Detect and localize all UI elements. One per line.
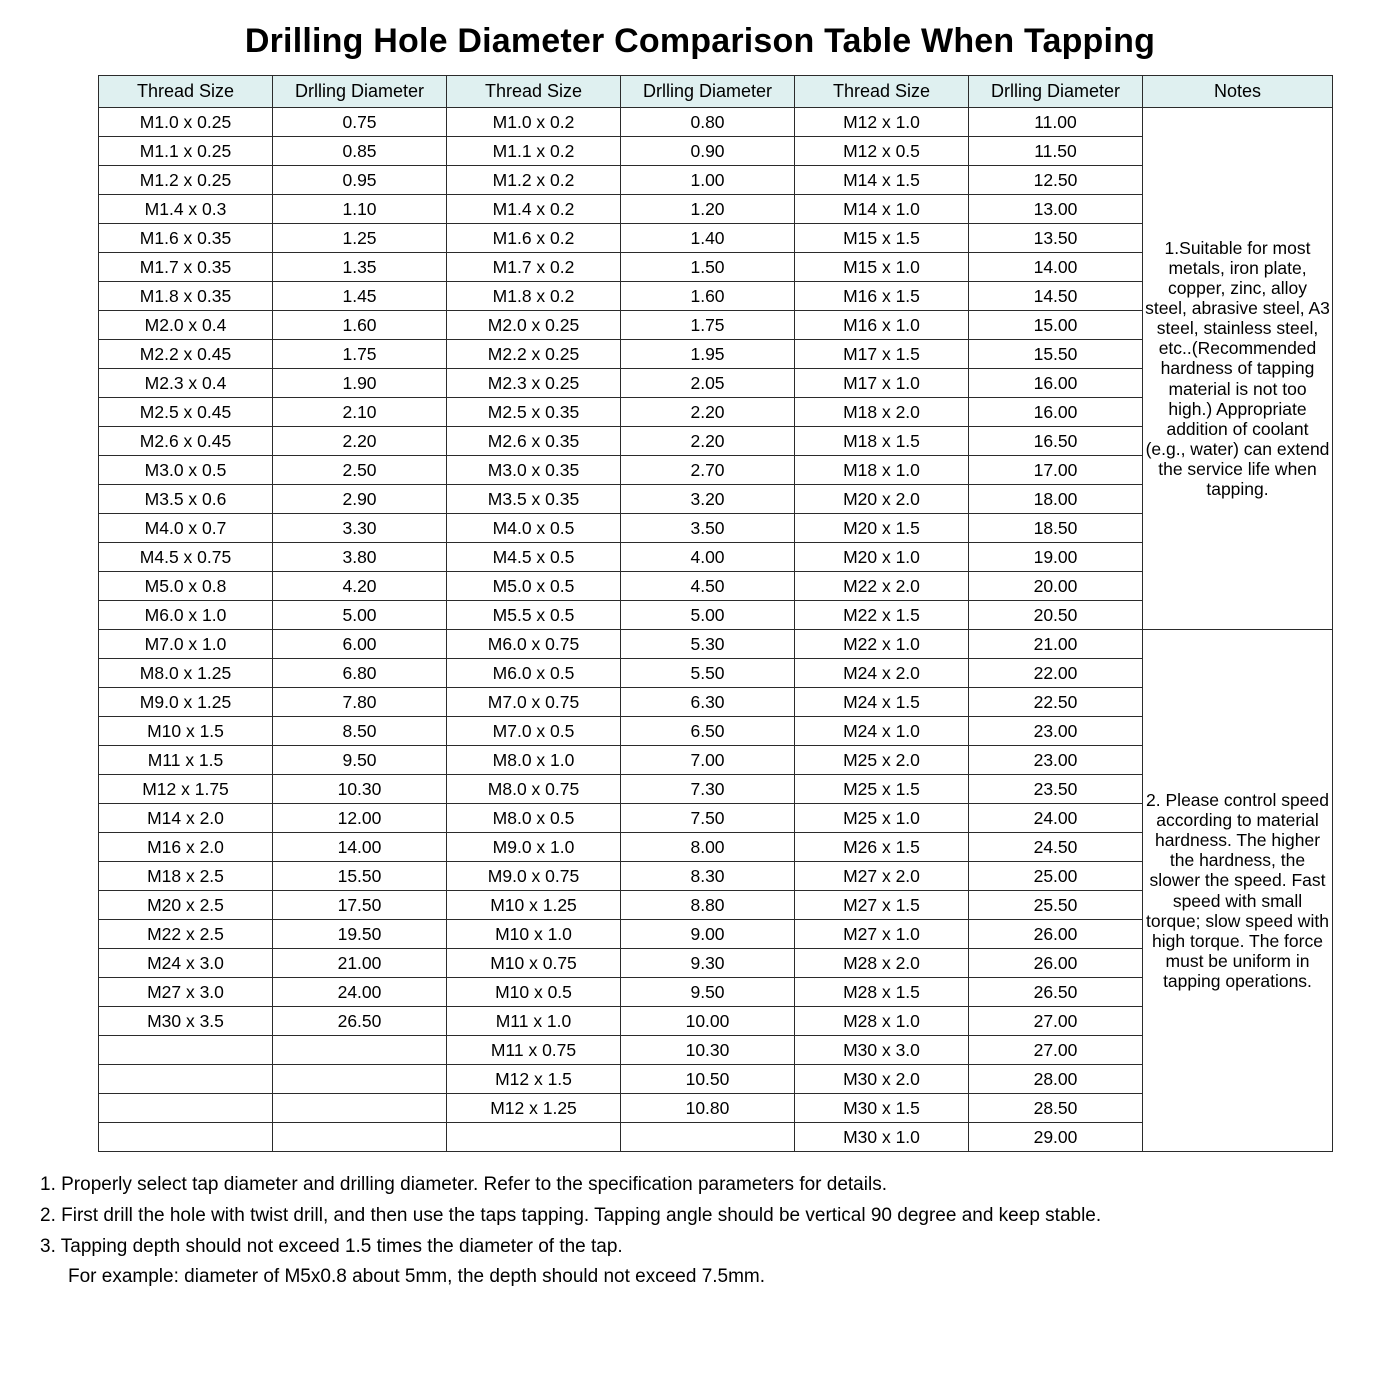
thread-size-cell-3: M26 x 1.5 bbox=[795, 833, 969, 862]
footnote-3: 3. Tapping depth should not exceed 1.5 times the diameter of the tap. bbox=[40, 1235, 623, 1257]
table-container bbox=[0, 75, 1400, 1152]
thread-size-cell-2: M7.0 x 0.75 bbox=[447, 688, 621, 717]
drilling-diameter-cell-2: 2.20 bbox=[621, 398, 795, 427]
table-row bbox=[99, 630, 1333, 659]
empty-cell bbox=[99, 1065, 273, 1094]
drilling-diameter-cell-1: 0.95 bbox=[273, 166, 447, 195]
drilling-diameter-cell-3: 13.00 bbox=[969, 195, 1143, 224]
drilling-diameter-cell-3: 11.00 bbox=[969, 108, 1143, 137]
thread-size-cell-1: M9.0 x 1.25 bbox=[99, 688, 273, 717]
drilling-diameter-cell-3: 14.50 bbox=[969, 282, 1143, 311]
thread-size-cell-1: M10 x 1.5 bbox=[99, 717, 273, 746]
drilling-diameter-cell-1: 15.50 bbox=[273, 862, 447, 891]
thread-size-cell-3: M22 x 1.0 bbox=[795, 630, 969, 659]
drilling-diameter-cell-2: 10.00 bbox=[621, 1007, 795, 1036]
thread-size-cell-2: M12 x 1.5 bbox=[447, 1065, 621, 1094]
thread-size-cell-3: M28 x 2.0 bbox=[795, 949, 969, 978]
drilling-diameter-cell-2: 4.00 bbox=[621, 543, 795, 572]
drilling-diameter-cell-3: 22.00 bbox=[969, 659, 1143, 688]
thread-size-cell-2: M2.3 x 0.25 bbox=[447, 369, 621, 398]
drilling-diameter-cell-1: 1.45 bbox=[273, 282, 447, 311]
thread-size-cell-1: M3.0 x 0.5 bbox=[99, 456, 273, 485]
drilling-diameter-cell-1: 1.60 bbox=[273, 311, 447, 340]
footnote-2: 2. First drill the hole with twist drill, and then use the taps tapping. Tapping angle should be vertical 90 degree and keep stable. bbox=[40, 1204, 1102, 1226]
thread-size-cell-2: M10 x 0.5 bbox=[447, 978, 621, 1007]
drilling-diameter-cell-2: 3.50 bbox=[621, 514, 795, 543]
thread-size-cell-3: M24 x 1.5 bbox=[795, 688, 969, 717]
drilling-diameter-cell-3: 16.50 bbox=[969, 427, 1143, 456]
drilling-diameter-cell-2: 9.00 bbox=[621, 920, 795, 949]
thread-size-cell-1: M3.5 x 0.6 bbox=[99, 485, 273, 514]
thread-size-cell-3: M22 x 2.0 bbox=[795, 572, 969, 601]
drilling-diameter-cell-3: 26.00 bbox=[969, 920, 1143, 949]
drilling-diameter-cell-1: 17.50 bbox=[273, 891, 447, 920]
drilling-diameter-cell-1: 2.20 bbox=[273, 427, 447, 456]
thread-size-cell-2: M11 x 0.75 bbox=[447, 1036, 621, 1065]
footnote-3-example: For example: diameter of M5x0.8 about 5mm, the depth should not exceed 7.5mm. bbox=[68, 1266, 766, 1288]
thread-size-cell-1: M2.6 x 0.45 bbox=[99, 427, 273, 456]
page-title: Drilling Hole Diameter Comparison Table When Tapping bbox=[244, 22, 1156, 60]
thread-size-cell-3: M28 x 1.5 bbox=[795, 978, 969, 1007]
thread-size-cell-3: M16 x 1.5 bbox=[795, 282, 969, 311]
thread-size-cell-1: M16 x 2.0 bbox=[99, 833, 273, 862]
drilling-diameter-cell-3: 27.00 bbox=[969, 1036, 1143, 1065]
thread-size-cell-1: M2.2 x 0.45 bbox=[99, 340, 273, 369]
drilling-diameter-cell-2: 1.00 bbox=[621, 166, 795, 195]
drilling-diameter-cell-1: 1.90 bbox=[273, 369, 447, 398]
thread-size-cell-2: M1.0 x 0.2 bbox=[447, 108, 621, 137]
thread-size-cell-1: M30 x 3.5 bbox=[99, 1007, 273, 1036]
drilling-diameter-cell-3: 18.50 bbox=[969, 514, 1143, 543]
header-drilling-diameter-1: Drlling Diameter bbox=[273, 76, 447, 108]
drilling-diameter-cell-2: 8.80 bbox=[621, 891, 795, 920]
thread-size-cell-2: M1.8 x 0.2 bbox=[447, 282, 621, 311]
thread-size-cell-3: M16 x 1.0 bbox=[795, 311, 969, 340]
thread-size-cell-3: M18 x 1.5 bbox=[795, 427, 969, 456]
drilling-diameter-cell-1: 26.50 bbox=[273, 1007, 447, 1036]
drilling-diameter-cell-2: 2.20 bbox=[621, 427, 795, 456]
drilling-diameter-cell-2: 7.00 bbox=[621, 746, 795, 775]
thread-size-cell-3: M14 x 1.5 bbox=[795, 166, 969, 195]
thread-size-cell-2: M4.0 x 0.5 bbox=[447, 514, 621, 543]
drilling-diameter-cell-1: 2.90 bbox=[273, 485, 447, 514]
drilling-diameter-cell-2: 9.50 bbox=[621, 978, 795, 1007]
thread-size-cell-3: M12 x 0.5 bbox=[795, 137, 969, 166]
thread-size-cell-3: M30 x 2.0 bbox=[795, 1065, 969, 1094]
thread-size-cell-2: M12 x 1.25 bbox=[447, 1094, 621, 1123]
notes-cell-2: 2. Please control speed according to material hardness. The higher the hardness, the slower the speed. Fast speed with small torque; slow speed with high torque. The force must be uniform in tapping operations. bbox=[1143, 630, 1333, 1152]
header-thread-size-2: Thread Size bbox=[447, 76, 621, 108]
thread-size-cell-1: M1.8 x 0.35 bbox=[99, 282, 273, 311]
drilling-diameter-cell-2: 6.30 bbox=[621, 688, 795, 717]
drilling-diameter-cell-1: 2.50 bbox=[273, 456, 447, 485]
thread-size-cell-3: M30 x 1.5 bbox=[795, 1094, 969, 1123]
drilling-diameter-cell-2: 3.20 bbox=[621, 485, 795, 514]
thread-size-cell-1: M6.0 x 1.0 bbox=[99, 601, 273, 630]
thread-size-cell-3: M30 x 1.0 bbox=[795, 1123, 969, 1152]
thread-size-cell-2: M5.0 x 0.5 bbox=[447, 572, 621, 601]
thread-size-cell-1: M14 x 2.0 bbox=[99, 804, 273, 833]
drilling-diameter-cell-2: 10.80 bbox=[621, 1094, 795, 1123]
drilling-diameter-cell-2: 1.60 bbox=[621, 282, 795, 311]
drilling-diameter-cell-3: 28.50 bbox=[969, 1094, 1143, 1123]
thread-size-cell-1: M5.0 x 0.8 bbox=[99, 572, 273, 601]
drilling-diameter-cell-2: 4.50 bbox=[621, 572, 795, 601]
drilling-diameter-cell-1: 6.80 bbox=[273, 659, 447, 688]
drilling-diameter-cell-2: 10.50 bbox=[621, 1065, 795, 1094]
thread-size-cell-2: M5.5 x 0.5 bbox=[447, 601, 621, 630]
thread-size-cell-2: M10 x 0.75 bbox=[447, 949, 621, 978]
thread-size-cell-1: M12 x 1.75 bbox=[99, 775, 273, 804]
thread-size-cell-1: M1.1 x 0.25 bbox=[99, 137, 273, 166]
drilling-diameter-cell-1: 2.10 bbox=[273, 398, 447, 427]
thread-size-cell-3: M20 x 1.5 bbox=[795, 514, 969, 543]
thread-size-cell-2: M1.2 x 0.2 bbox=[447, 166, 621, 195]
thread-size-cell-1: M8.0 x 1.25 bbox=[99, 659, 273, 688]
drilling-diameter-cell-3: 20.50 bbox=[969, 601, 1143, 630]
thread-size-cell-2: M10 x 1.25 bbox=[447, 891, 621, 920]
thread-size-cell-1: M1.7 x 0.35 bbox=[99, 253, 273, 282]
thread-size-cell-2: M10 x 1.0 bbox=[447, 920, 621, 949]
thread-size-cell-1: M24 x 3.0 bbox=[99, 949, 273, 978]
thread-size-cell-1: M1.6 x 0.35 bbox=[99, 224, 273, 253]
drilling-diameter-cell-2: 1.40 bbox=[621, 224, 795, 253]
drilling-diameter-cell-3: 12.50 bbox=[969, 166, 1143, 195]
drilling-diameter-cell-2: 8.30 bbox=[621, 862, 795, 891]
thread-size-cell-3: M24 x 1.0 bbox=[795, 717, 969, 746]
thread-size-cell-2: M7.0 x 0.5 bbox=[447, 717, 621, 746]
table-body bbox=[99, 108, 1333, 1152]
empty-cell bbox=[273, 1094, 447, 1123]
drilling-diameter-cell-2: 7.50 bbox=[621, 804, 795, 833]
drilling-diameter-cell-2: 10.30 bbox=[621, 1036, 795, 1065]
drilling-diameter-cell-2: 7.30 bbox=[621, 775, 795, 804]
drilling-diameter-cell-1: 0.75 bbox=[273, 108, 447, 137]
drilling-diameter-cell-1: 3.30 bbox=[273, 514, 447, 543]
drilling-diameter-cell-2: 0.90 bbox=[621, 137, 795, 166]
thread-size-cell-1: M22 x 2.5 bbox=[99, 920, 273, 949]
thread-size-cell-2: M1.7 x 0.2 bbox=[447, 253, 621, 282]
drilling-diameter-cell-3: 20.00 bbox=[969, 572, 1143, 601]
thread-size-cell-2: M11 x 1.0 bbox=[447, 1007, 621, 1036]
notes-cell-1: 1.Suitable for most metals, iron plate, copper, zinc, alloy steel, abrasive steel, A3 steel, stainless steel, etc..(Recommended hardness of tapping material is not too high.) Appropriate addition of coolant (e.g., water) can extend the service life when tapping. bbox=[1143, 108, 1333, 630]
table-header-row bbox=[99, 76, 1333, 108]
drilling-diameter-cell-2: 0.80 bbox=[621, 108, 795, 137]
drilling-diameter-cell-2: 1.75 bbox=[621, 311, 795, 340]
drilling-diameter-cell-3: 15.50 bbox=[969, 340, 1143, 369]
thread-size-cell-3: M17 x 1.5 bbox=[795, 340, 969, 369]
thread-size-cell-3: M22 x 1.5 bbox=[795, 601, 969, 630]
drilling-diameter-cell-3: 23.00 bbox=[969, 717, 1143, 746]
drilling-diameter-cell-2: 5.00 bbox=[621, 601, 795, 630]
thread-size-cell-3: M20 x 2.0 bbox=[795, 485, 969, 514]
drilling-diameter-cell-1: 1.35 bbox=[273, 253, 447, 282]
thread-size-cell-1: M4.0 x 0.7 bbox=[99, 514, 273, 543]
thread-size-cell-3: M15 x 1.0 bbox=[795, 253, 969, 282]
drilling-diameter-cell-3: 23.00 bbox=[969, 746, 1143, 775]
empty-cell bbox=[99, 1036, 273, 1065]
empty-cell bbox=[99, 1094, 273, 1123]
thread-size-cell-1: M11 x 1.5 bbox=[99, 746, 273, 775]
empty-cell bbox=[273, 1123, 447, 1152]
thread-size-cell-1: M2.5 x 0.45 bbox=[99, 398, 273, 427]
drilling-diameter-cell-2: 1.95 bbox=[621, 340, 795, 369]
drilling-diameter-cell-1: 9.50 bbox=[273, 746, 447, 775]
header-drilling-diameter-2: Drlling Diameter bbox=[621, 76, 795, 108]
drilling-diameter-cell-2: 1.50 bbox=[621, 253, 795, 282]
drilling-diameter-cell-3: 26.50 bbox=[969, 978, 1143, 1007]
drilling-diameter-cell-3: 24.50 bbox=[969, 833, 1143, 862]
drilling-diameter-cell-2: 8.00 bbox=[621, 833, 795, 862]
thread-size-cell-2: M3.0 x 0.35 bbox=[447, 456, 621, 485]
drilling-diameter-cell-3: 16.00 bbox=[969, 398, 1143, 427]
drilling-diameter-cell-3: 24.00 bbox=[969, 804, 1143, 833]
thread-size-cell-3: M30 x 3.0 bbox=[795, 1036, 969, 1065]
drilling-diameter-cell-1: 3.80 bbox=[273, 543, 447, 572]
drilling-diameter-cell-3: 19.00 bbox=[969, 543, 1143, 572]
thread-size-cell-3: M15 x 1.5 bbox=[795, 224, 969, 253]
drilling-diameter-cell-1: 14.00 bbox=[273, 833, 447, 862]
footnote-1: 1. Properly select tap diameter and drilling diameter. Refer to the specification parameters for details. bbox=[40, 1174, 887, 1195]
thread-size-cell-3: M25 x 1.5 bbox=[795, 775, 969, 804]
drilling-diameter-cell-1: 0.85 bbox=[273, 137, 447, 166]
drilling-diameter-cell-1: 1.25 bbox=[273, 224, 447, 253]
drilling-diameter-cell-3: 15.00 bbox=[969, 311, 1143, 340]
thread-size-cell-3: M25 x 2.0 bbox=[795, 746, 969, 775]
header-drilling-diameter-3: Drlling Diameter bbox=[969, 76, 1143, 108]
drilling-diameter-cell-1: 24.00 bbox=[273, 978, 447, 1007]
drilling-diameter-cell-3: 16.00 bbox=[969, 369, 1143, 398]
drilling-diameter-cell-2: 2.70 bbox=[621, 456, 795, 485]
empty-cell bbox=[273, 1065, 447, 1094]
drilling-diameter-cell-3: 17.00 bbox=[969, 456, 1143, 485]
drilling-diameter-cell-3: 13.50 bbox=[969, 224, 1143, 253]
drilling-diameter-cell-3: 11.50 bbox=[969, 137, 1143, 166]
thread-size-cell-2: M8.0 x 0.5 bbox=[447, 804, 621, 833]
thread-size-cell-3: M18 x 1.0 bbox=[795, 456, 969, 485]
empty-cell bbox=[447, 1123, 621, 1152]
thread-size-cell-1: M1.2 x 0.25 bbox=[99, 166, 273, 195]
thread-size-cell-1: M1.4 x 0.3 bbox=[99, 195, 273, 224]
drilling-diameter-cell-3: 29.00 bbox=[969, 1123, 1143, 1152]
drilling-diameter-cell-3: 27.00 bbox=[969, 1007, 1143, 1036]
thread-size-cell-2: M1.4 x 0.2 bbox=[447, 195, 621, 224]
table-row bbox=[99, 108, 1333, 137]
thread-size-cell-3: M27 x 2.0 bbox=[795, 862, 969, 891]
drilling-diameter-cell-1: 12.00 bbox=[273, 804, 447, 833]
thread-size-cell-3: M25 x 1.0 bbox=[795, 804, 969, 833]
thread-size-cell-3: M17 x 1.0 bbox=[795, 369, 969, 398]
drilling-diameter-cell-2: 1.20 bbox=[621, 195, 795, 224]
empty-cell bbox=[621, 1123, 795, 1152]
drilling-diameter-cell-3: 25.00 bbox=[969, 862, 1143, 891]
drilling-diameter-cell-3: 28.00 bbox=[969, 1065, 1143, 1094]
drilling-diameter-cell-3: 23.50 bbox=[969, 775, 1143, 804]
drilling-diameter-cell-3: 14.00 bbox=[969, 253, 1143, 282]
thread-size-cell-2: M1.6 x 0.2 bbox=[447, 224, 621, 253]
thread-size-cell-2: M9.0 x 0.75 bbox=[447, 862, 621, 891]
thread-size-cell-1: M2.0 x 0.4 bbox=[99, 311, 273, 340]
thread-size-cell-1: M18 x 2.5 bbox=[99, 862, 273, 891]
drilling-diameter-cell-2: 5.30 bbox=[621, 630, 795, 659]
thread-size-cell-2: M1.1 x 0.2 bbox=[447, 137, 621, 166]
drilling-diameter-cell-3: 21.00 bbox=[969, 630, 1143, 659]
drilling-diameter-table bbox=[98, 75, 1333, 1152]
thread-size-cell-3: M28 x 1.0 bbox=[795, 1007, 969, 1036]
thread-size-cell-3: M20 x 1.0 bbox=[795, 543, 969, 572]
thread-size-cell-1: M20 x 2.5 bbox=[99, 891, 273, 920]
thread-size-cell-2: M2.0 x 0.25 bbox=[447, 311, 621, 340]
header-notes: Notes bbox=[1143, 76, 1333, 108]
drilling-diameter-cell-1: 7.80 bbox=[273, 688, 447, 717]
thread-size-cell-2: M4.5 x 0.5 bbox=[447, 543, 621, 572]
drilling-diameter-cell-1: 19.50 bbox=[273, 920, 447, 949]
thread-size-cell-2: M2.2 x 0.25 bbox=[447, 340, 621, 369]
drilling-diameter-cell-1: 1.75 bbox=[273, 340, 447, 369]
drilling-diameter-cell-3: 22.50 bbox=[969, 688, 1143, 717]
thread-size-cell-2: M3.5 x 0.35 bbox=[447, 485, 621, 514]
thread-size-cell-2: M6.0 x 0.75 bbox=[447, 630, 621, 659]
thread-size-cell-1: M1.0 x 0.25 bbox=[99, 108, 273, 137]
drilling-diameter-cell-1: 1.10 bbox=[273, 195, 447, 224]
thread-size-cell-2: M6.0 x 0.5 bbox=[447, 659, 621, 688]
thread-size-cell-3: M24 x 2.0 bbox=[795, 659, 969, 688]
footnotes bbox=[0, 1152, 1400, 1293]
thread-size-cell-2: M9.0 x 1.0 bbox=[447, 833, 621, 862]
thread-size-cell-3: M18 x 2.0 bbox=[795, 398, 969, 427]
thread-size-cell-1: M4.5 x 0.75 bbox=[99, 543, 273, 572]
thread-size-cell-2: M2.6 x 0.35 bbox=[447, 427, 621, 456]
thread-size-cell-1: M27 x 3.0 bbox=[99, 978, 273, 1007]
header-thread-size-1: Thread Size bbox=[99, 76, 273, 108]
drilling-diameter-cell-3: 25.50 bbox=[969, 891, 1143, 920]
thread-size-cell-2: M8.0 x 1.0 bbox=[447, 746, 621, 775]
drilling-diameter-cell-1: 6.00 bbox=[273, 630, 447, 659]
header-thread-size-3: Thread Size bbox=[795, 76, 969, 108]
drilling-diameter-cell-1: 5.00 bbox=[273, 601, 447, 630]
thread-size-cell-3: M27 x 1.5 bbox=[795, 891, 969, 920]
drilling-diameter-cell-2: 2.05 bbox=[621, 369, 795, 398]
drilling-diameter-cell-2: 5.50 bbox=[621, 659, 795, 688]
thread-size-cell-3: M27 x 1.0 bbox=[795, 920, 969, 949]
drilling-diameter-cell-3: 18.00 bbox=[969, 485, 1143, 514]
drilling-diameter-cell-2: 9.30 bbox=[621, 949, 795, 978]
drilling-diameter-cell-1: 10.30 bbox=[273, 775, 447, 804]
drilling-diameter-cell-3: 26.00 bbox=[969, 949, 1143, 978]
thread-size-cell-3: M14 x 1.0 bbox=[795, 195, 969, 224]
thread-size-cell-3: M12 x 1.0 bbox=[795, 108, 969, 137]
drilling-diameter-cell-1: 21.00 bbox=[273, 949, 447, 978]
thread-size-cell-2: M2.5 x 0.35 bbox=[447, 398, 621, 427]
drilling-diameter-cell-2: 6.50 bbox=[621, 717, 795, 746]
thread-size-cell-1: M7.0 x 1.0 bbox=[99, 630, 273, 659]
drilling-diameter-cell-1: 8.50 bbox=[273, 717, 447, 746]
thread-size-cell-1: M2.3 x 0.4 bbox=[99, 369, 273, 398]
empty-cell bbox=[273, 1036, 447, 1065]
empty-cell bbox=[99, 1123, 273, 1152]
thread-size-cell-2: M8.0 x 0.75 bbox=[447, 775, 621, 804]
drilling-diameter-cell-1: 4.20 bbox=[273, 572, 447, 601]
